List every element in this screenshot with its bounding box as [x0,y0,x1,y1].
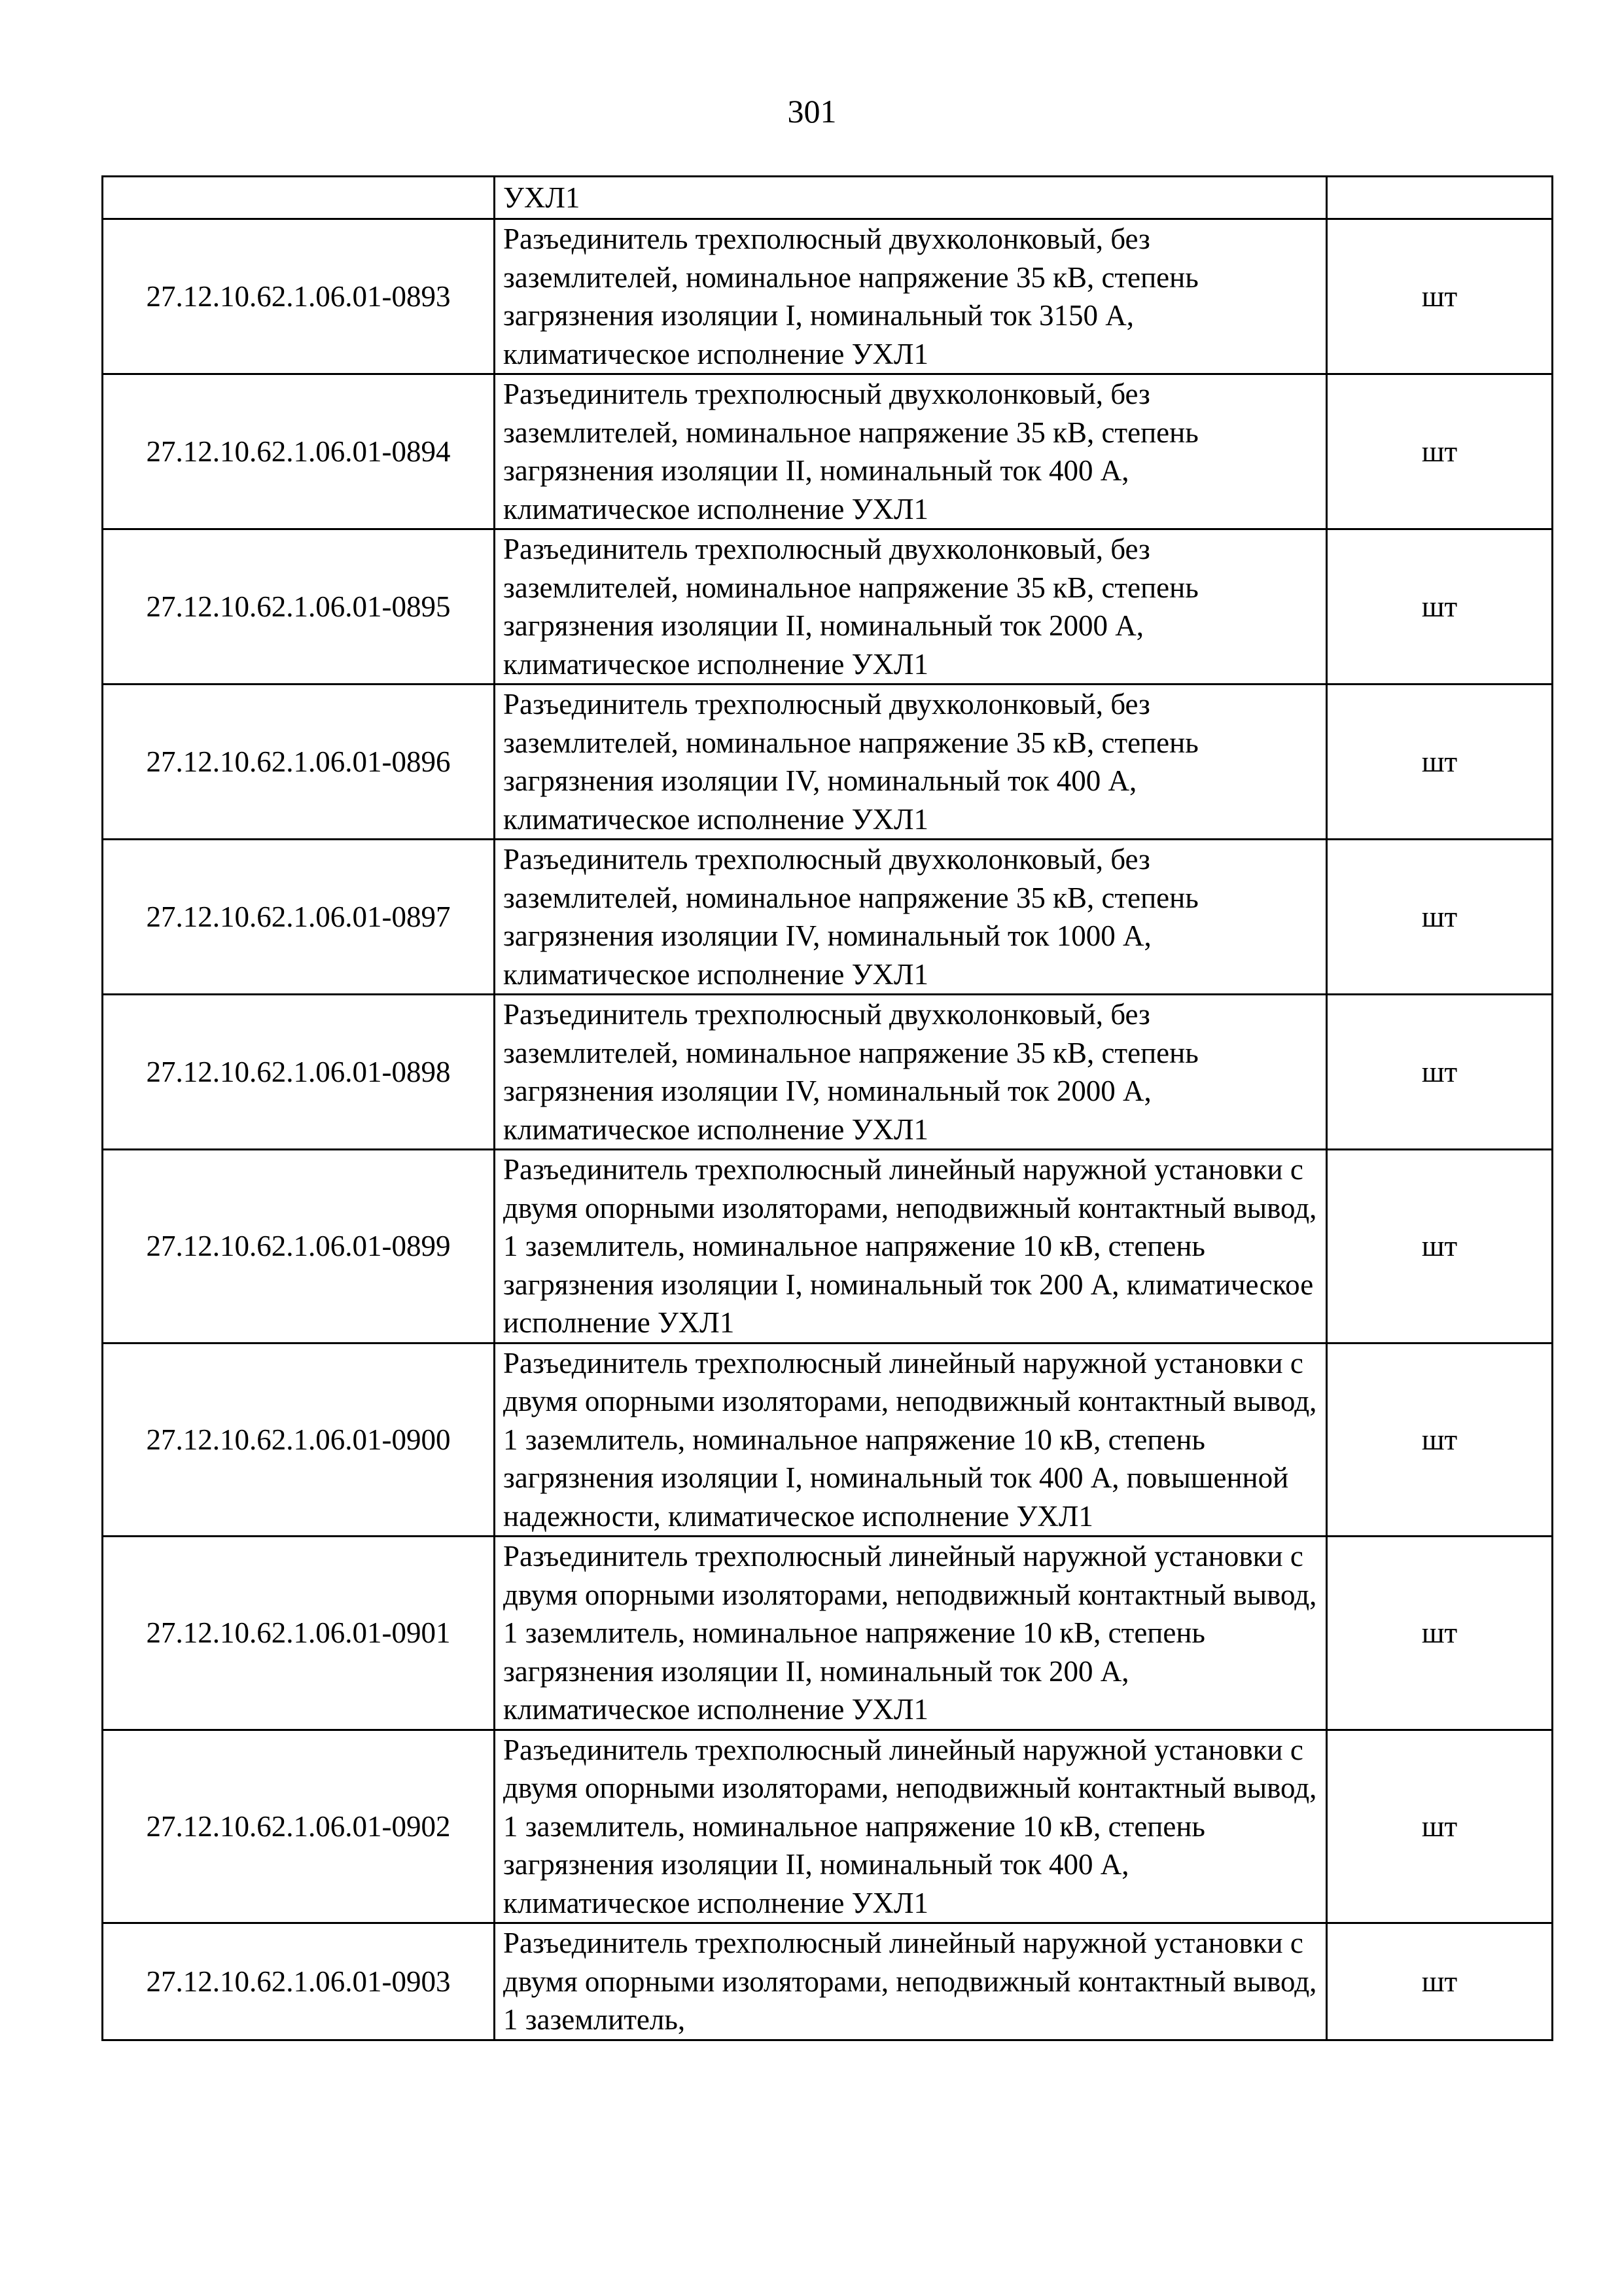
resource-description-cell: Разъединитель трехполюсный линейный наружной установки с двумя опорными изоляторами, неподвижный контактный вывод, 1 заземлитель, [495,1923,1327,2040]
table-row [103,1150,1553,1343]
resource-code-cell: 27.12.10.62.1.06.01-0898 [103,995,495,1150]
resource-description-cell: Разъединитель трехполюсный линейный наружной установки с двумя опорными изоляторами, неподвижный контактный вывод, 1 заземлитель, номинальное напряжение 10 кВ, степень загрязнения изоляции I, номинальный ток 400 А, повышенной надежности, климатическое исполнение УХЛ1 [495,1343,1327,1537]
unit-cell [1327,177,1553,219]
resource-code-cell [103,177,495,219]
resource-code-cell: 27.12.10.62.1.06.01-0901 [103,1537,495,1730]
resource-description-cell: Разъединитель трехполюсный линейный наружной установки с двумя опорными изоляторами, неподвижный контактный вывод, 1 заземлитель, номинальное напряжение 10 кВ, степень загрязнения изоляции I, номинальный ток 200 А, климатическое исполнение УХЛ1 [495,1150,1327,1343]
table-row [103,374,1553,529]
resource-description-cell: Разъединитель трехполюсный двухколонковый, без заземлителей, номинальное напряжение 35 кВ, степень загрязнения изоляции IV, номинальный ток 400 А, климатическое исполнение УХЛ1 [495,685,1327,840]
resource-description-cell: Разъединитель трехполюсный двухколонковый, без заземлителей, номинальное напряжение 35 кВ, степень загрязнения изоляции IV, номинальный ток 1000 А, климатическое исполнение УХЛ1 [495,840,1327,995]
resource-code-cell: 27.12.10.62.1.06.01-0895 [103,529,495,685]
unit-cell: шт [1327,840,1553,995]
page-number: 301 [787,93,837,130]
resource-description-cell: УХЛ1 [495,177,1327,219]
resource-code-cell: 27.12.10.62.1.06.01-0897 [103,840,495,995]
resource-code-cell: 27.12.10.62.1.06.01-0900 [103,1343,495,1537]
unit-cell: шт [1327,995,1553,1150]
resource-code-cell: 27.12.10.62.1.06.01-0896 [103,685,495,840]
resource-code-cell: 27.12.10.62.1.06.01-0903 [103,1923,495,2040]
table-row [103,685,1553,840]
unit-cell: шт [1327,1730,1553,1923]
resource-code-cell: 27.12.10.62.1.06.01-0893 [103,219,495,374]
unit-cell: шт [1327,685,1553,840]
unit-cell: шт [1327,1150,1553,1343]
unit-cell: шт [1327,529,1553,685]
unit-cell: шт [1327,1343,1553,1537]
resource-description-cell: Разъединитель трехполюсный двухколонковый, без заземлителей, номинальное напряжение 35 кВ, степень загрязнения изоляции I, номинальный ток 3150 А, климатическое исполнение УХЛ1 [495,219,1327,374]
unit-cell: шт [1327,219,1553,374]
resource-description-cell: Разъединитель трехполюсный двухколонковый, без заземлителей, номинальное напряжение 35 кВ, степень загрязнения изоляции II, номинальный ток 2000 А, климатическое исполнение УХЛ1 [495,529,1327,685]
table-row [103,995,1553,1150]
table-row [103,1923,1553,2040]
unit-cell: шт [1327,374,1553,529]
resource-code-cell: 27.12.10.62.1.06.01-0894 [103,374,495,529]
table-row [103,1537,1553,1730]
table-row [103,1730,1553,1923]
resource-description-cell: Разъединитель трехполюсный линейный наружной установки с двумя опорными изоляторами, неподвижный контактный вывод, 1 заземлитель, номинальное напряжение 10 кВ, степень загрязнения изоляции II, номинальный ток 200 А, климатическое исполнение УХЛ1 [495,1537,1327,1730]
resource-code-cell: 27.12.10.62.1.06.01-0902 [103,1730,495,1923]
unit-cell: шт [1327,1923,1553,2040]
table-row [103,529,1553,685]
table-row [103,219,1553,374]
resource-description-cell: Разъединитель трехполюсный двухколонковый, без заземлителей, номинальное напряжение 35 кВ, степень загрязнения изоляции II, номинальный ток 400 А, климатическое исполнение УХЛ1 [495,374,1327,529]
table-row-continuation [103,177,1553,219]
table-row [103,840,1553,995]
resource-catalog-table [101,175,1553,2041]
resource-code-cell: 27.12.10.62.1.06.01-0899 [103,1150,495,1343]
table-row [103,1343,1553,1537]
resource-description-cell: Разъединитель трехполюсный двухколонковый, без заземлителей, номинальное напряжение 35 кВ, степень загрязнения изоляции IV, номинальный ток 2000 А, климатическое исполнение УХЛ1 [495,995,1327,1150]
unit-cell: шт [1327,1537,1553,1730]
resource-description-cell: Разъединитель трехполюсный линейный наружной установки с двумя опорными изоляторами, неподвижный контактный вывод, 1 заземлитель, номинальное напряжение 10 кВ, степень загрязнения изоляции II, номинальный ток 400 А, климатическое исполнение УХЛ1 [495,1730,1327,1923]
